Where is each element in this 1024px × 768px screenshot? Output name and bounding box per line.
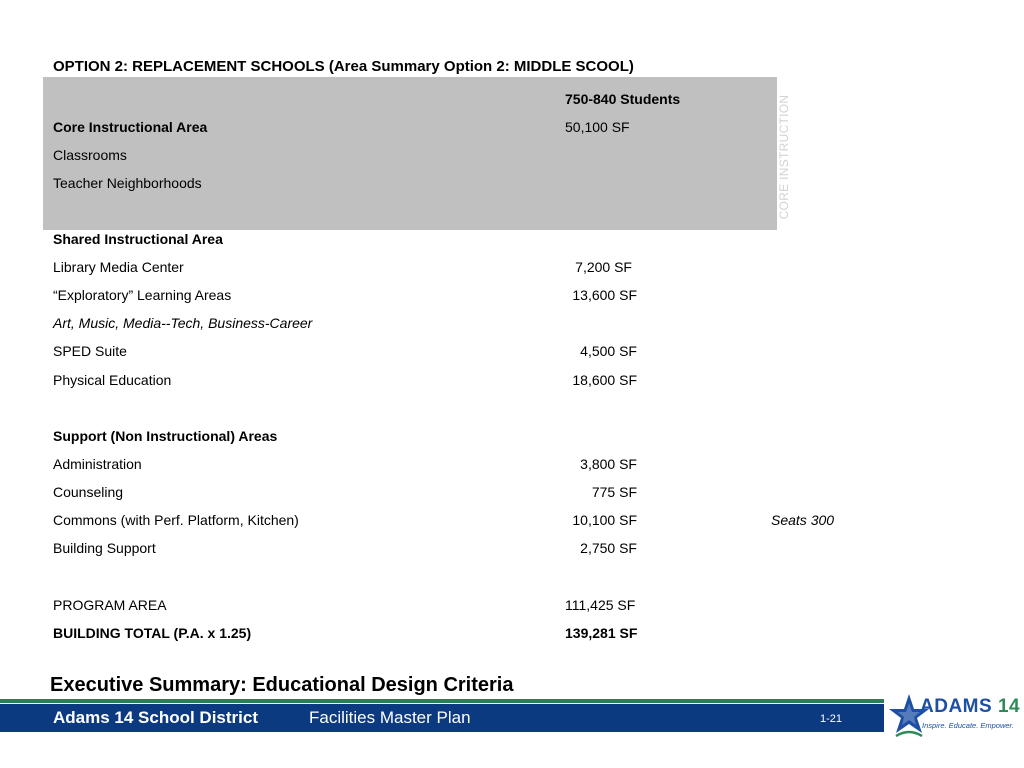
row-label: Administration — [53, 456, 142, 472]
table-row — [0, 313, 1024, 333]
logo-tagline: Inspire. Educate. Empower. — [922, 721, 1014, 730]
table-row — [0, 285, 1024, 305]
row-value: 18,600 SF — [572, 372, 637, 388]
district-logo — [888, 692, 1021, 740]
row-label: SPED Suite — [53, 343, 127, 359]
row-note: Seats 300 — [771, 512, 835, 528]
row-value: 3,800 SF — [580, 456, 637, 472]
row-label: Physical Education — [53, 372, 172, 388]
row-label: “Exploratory” Learning Areas — [53, 287, 232, 303]
table-row — [0, 623, 1024, 643]
logo-brand-number: 14 — [997, 696, 1021, 717]
row-label: Art, Music, Media--Tech, Business-Career — [53, 315, 313, 331]
table-row — [0, 595, 1024, 615]
footer-plan: Facilities Master Plan — [309, 708, 471, 727]
footer-bar — [0, 704, 884, 732]
table-row — [0, 229, 1024, 249]
table-row — [0, 538, 1024, 558]
logo-brand-prefix: ADAMS — [920, 696, 993, 717]
row-label: Commons (with Perf. Platform, Kitchen) — [53, 512, 299, 528]
table-row — [0, 482, 1024, 502]
footer-district: Adams 14 School District — [53, 708, 259, 727]
row-label: BUILDING TOTAL (P.A. x 1.25) — [53, 625, 252, 641]
row-label: Counseling — [53, 484, 124, 500]
table-row — [0, 257, 1024, 277]
column-header: 750-840 Students — [565, 91, 681, 107]
table-row — [0, 145, 1024, 165]
table-row — [0, 173, 1024, 193]
row-value: 4,500 SF — [580, 343, 637, 359]
row-label: PROGRAM AREA — [53, 597, 167, 613]
row-value: 7,200 SF — [575, 259, 632, 275]
row-value: 2,750 SF — [580, 540, 637, 556]
table-row — [0, 370, 1024, 390]
footer-divider — [0, 699, 884, 703]
page-title: OPTION 2: REPLACEMENT SCHOOLS (Area Summary Option 2: MIDDLE SCOOL) — [53, 58, 634, 75]
row-value: 13,600 SF — [572, 287, 637, 303]
row-label: Support (Non Instructional) Areas — [53, 428, 278, 444]
row-label: Core Instructional Area — [53, 119, 208, 135]
row-label: Building Support — [53, 540, 156, 556]
table-row — [0, 341, 1024, 361]
row-label: Library Media Center — [53, 259, 184, 275]
table-row — [0, 510, 1024, 530]
table-row — [0, 426, 1024, 446]
row-value: 139,281 SF — [565, 625, 638, 641]
table-header-row — [0, 89, 1024, 109]
row-value: 50,100 SF — [565, 119, 630, 135]
section-title: Executive Summary: Educational Design Criteria — [50, 674, 514, 696]
row-value: 111,425 SF — [565, 597, 636, 613]
row-value: 775 SF — [591, 484, 637, 500]
table-row — [0, 454, 1024, 474]
row-value: 10,100 SF — [572, 512, 637, 528]
row-label: Classrooms — [53, 147, 127, 163]
row-label: Shared Instructional Area — [53, 231, 223, 247]
logo-brand — [920, 696, 1020, 718]
page-number: 1-21 — [820, 713, 843, 725]
row-label: Teacher Neighborhoods — [53, 175, 202, 191]
side-label-text: CORE INSTRUCTION — [777, 94, 791, 220]
table-row — [0, 117, 1024, 137]
